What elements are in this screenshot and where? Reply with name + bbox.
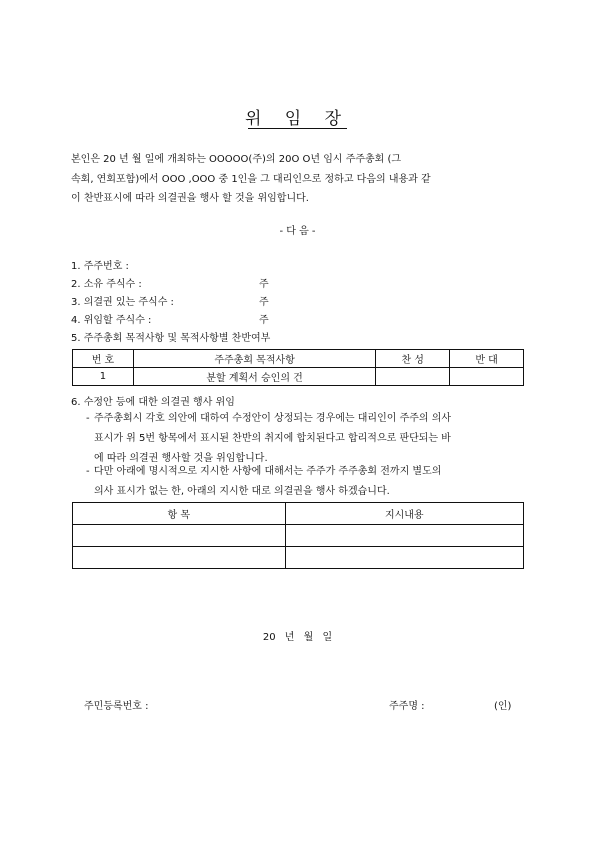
item-label: 3. 의결권 있는 주식수 : (71, 297, 174, 308)
bullet-dash: - (86, 466, 90, 477)
table-header-row (73, 350, 524, 368)
item-delegated-shares (71, 311, 269, 326)
item-owned-shares (71, 275, 269, 290)
item-label: 2. 소유 주식수 : (71, 279, 142, 290)
instruction-table (72, 502, 524, 569)
item-voting-shares (71, 293, 269, 308)
cell-item-input[interactable] (73, 547, 286, 569)
cell-for-checkbox[interactable] (376, 368, 450, 386)
table-row (73, 525, 524, 547)
intro-line: 본인은 20 년 월 일에 개최하는 OOOOO(주)의 20O O년 임시 주주총회 (그 (71, 154, 402, 165)
bullet-line: 다만 아래에 명시적으로 지시한 사항에 대해서는 주주가 주주총회 전까지 별도의 (94, 466, 442, 477)
subheading: - 다 음 - (279, 226, 316, 237)
intro-paragraph (71, 150, 527, 209)
shareholder-name-label: 주주명 : (389, 701, 425, 712)
item-label: 5. 주주총회 목적사항 및 목적사항별 찬반여부 (71, 333, 271, 344)
bullet-line: 표시가 위 5번 항목에서 표시된 찬반의 취지에 합치된다고 합리적으로 판단되는 바 (94, 433, 451, 444)
item-agenda-votes (71, 329, 270, 344)
seal-mark: (인) (494, 701, 512, 712)
header-item: 항 목 (73, 503, 286, 525)
bullet-item (86, 462, 530, 502)
header-against: 반 대 (450, 350, 524, 368)
intro-line: 속회, 연회포함)에서 OOO ,OOO 중 1인을 그 대리인으로 정하고 다음의 내용과 같 (71, 173, 431, 185)
header-number: 번 호 (73, 350, 134, 368)
header-for: 찬 성 (376, 350, 450, 368)
cell-item-input[interactable] (73, 525, 286, 547)
bullet-line: 주주총회시 각호 의안에 대하여 수정안이 상정되는 경우에는 대리인이 주주의 의사 (94, 413, 452, 424)
item-label: 4. 위임할 주식수 : (71, 315, 152, 326)
title-underline (248, 128, 347, 129)
date-line: 20 년 월 일 (262, 632, 333, 643)
bullet-line: 의사 표시가 없는 한, 아래의 지시한 대로 의결권을 행사 하겠습니다. (94, 486, 390, 497)
table-row (73, 547, 524, 569)
item-value: 주 (259, 297, 269, 308)
cell-agenda: 분할 계획서 승인의 건 (133, 368, 375, 386)
item-value: 주 (259, 279, 269, 290)
agenda-vote-table (72, 349, 524, 386)
item-shareholder-number (71, 257, 129, 272)
cell-against-checkbox[interactable] (450, 368, 524, 386)
cell-number: 1 (73, 368, 134, 386)
header-instruction: 지시내용 (285, 503, 523, 525)
bullet-line: 에 따라 의결권 행사할 것을 위임합니다. (94, 453, 268, 464)
table-header-row (73, 503, 524, 525)
item-value: 주 (259, 315, 269, 326)
intro-line: 이 찬반표시에 따라 의결권을 행사 할 것을 위임합니다. (71, 193, 309, 204)
table-row (73, 368, 524, 386)
item-label: 1. 주주번호 : (71, 261, 129, 272)
cell-instruction-input[interactable] (285, 525, 523, 547)
bullet-item (86, 409, 530, 469)
header-agenda: 주주총회 목적사항 (133, 350, 375, 368)
document-title: 위 임 장 (244, 109, 351, 129)
bullet-dash: - (86, 413, 90, 424)
section-6-heading: 6. 수정안 등에 대한 의결권 행사 위임 (71, 397, 235, 408)
cell-instruction-input[interactable] (285, 547, 523, 569)
resident-number-label: 주민등록번호 : (84, 701, 149, 712)
